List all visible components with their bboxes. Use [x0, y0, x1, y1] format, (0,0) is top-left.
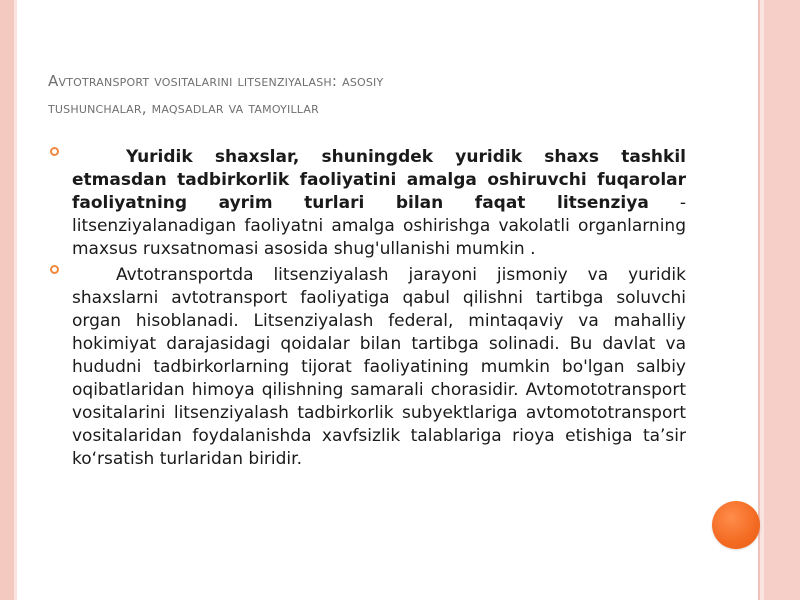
left-border [0, 0, 14, 600]
left-border-line [14, 0, 17, 600]
bullet-paragraph-2 [50, 264, 686, 471]
right-border [764, 0, 800, 600]
paragraph-1-text: - litsenziyalanadigan faoliyatni amalga oshirishga vakolatli organlarning maxsus ruxsatnomasi asosida shug'ullanishi mumkin . [72, 193, 686, 259]
slide-content [50, 146, 686, 474]
title-line-1: vtotransport vositalarini litsenziyalash: asosiy [58, 72, 384, 90]
orange-circle-decoration [712, 501, 760, 549]
title-first-letter: A [48, 72, 59, 90]
paragraph-2-text: Avtotransportda litsenziyalash jarayoni jismoniy va yuridik shaxslarni avtotransport faoliyatiga qabul qilishni tartibga soluvchi organ hisoblanadi. Litsenziyalash federal, mintaqaviy va mahalliy hokimiyat darajasidagi qoidalar bilan tartibga solinadi. Bu davlat va hududni tadbirkorlarning tijorat faoliyatining mumkin bo'lgan salbiy oqibatlaridan himoya qilishning samarali chorasidir. Avtomototransport vositalarini litsenziyalash tadbirkorlik subyektlariga avtomototransport vositalaridan foydalanishda xavfsizlik talablariga rioya etishiga ta’sir ko‘rsatish turlaridan biridir. [72, 265, 686, 469]
circle-bullet-icon [50, 147, 59, 156]
circle-bullet-icon [50, 265, 59, 274]
slide-title [48, 68, 728, 122]
paragraph-1-bold: Yuridik shaxslar, shuningdek yuridik shaxs tashkil etmasdan tadbirkorlik faoliyatini amalga oshiruvchi fuqarolar faoliyatning ayrim turlari bilan faqat litsenziya [72, 147, 686, 213]
bullet-paragraph-1 [50, 146, 686, 261]
title-line-2: tushunchalar, maqsadlar va tamoyillar [48, 99, 319, 117]
